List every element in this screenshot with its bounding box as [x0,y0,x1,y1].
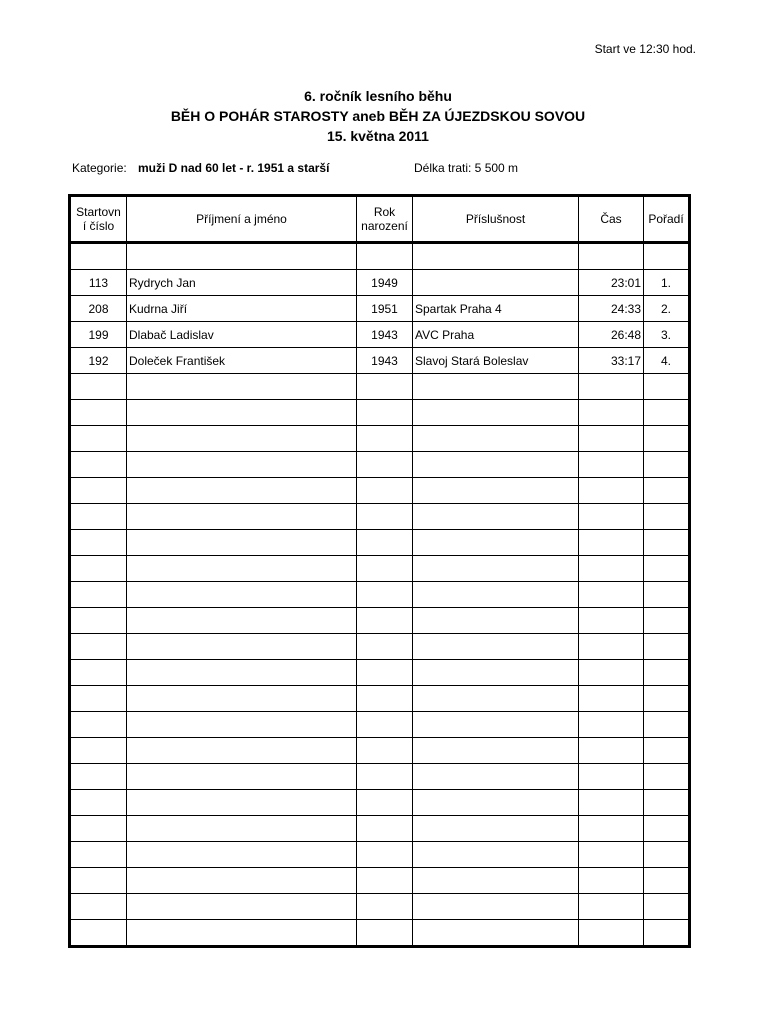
time-cell [579,478,644,504]
place-cell [644,686,690,712]
place-cell [644,374,690,400]
start-number-cell: 199 [70,322,127,348]
birth-year-cell [357,868,413,894]
empty-table-row [70,738,690,764]
start-number-cell [70,894,127,920]
birth-year-cell [357,920,413,947]
start-number-cell [70,712,127,738]
name-cell: Dlabač Ladislav [127,322,357,348]
time-cell: 33:17 [579,348,644,374]
empty-table-row [70,504,690,530]
start-number-cell [70,660,127,686]
birth-year-cell [357,842,413,868]
name-cell [127,582,357,608]
start-number-cell [70,374,127,400]
col-header-name: Příjmení a jméno [127,196,357,243]
birth-year-cell: 1943 [357,322,413,348]
empty-table-row [70,452,690,478]
club-cell [413,816,579,842]
club-cell [413,556,579,582]
time-cell [579,582,644,608]
club-cell [413,426,579,452]
club-cell [413,634,579,660]
start-number-cell [70,842,127,868]
time-cell [579,868,644,894]
place-cell [644,790,690,816]
start-number-cell [70,738,127,764]
name-cell [127,816,357,842]
time-cell [579,426,644,452]
time-cell [579,400,644,426]
place-cell [644,582,690,608]
name-cell: Doleček František [127,348,357,374]
place-cell [644,556,690,582]
col-header-place: Pořadí [644,196,690,243]
start-number-cell [70,530,127,556]
time-cell [579,374,644,400]
club-cell [413,894,579,920]
start-time: Start ve 12:30 hod. [594,42,696,56]
time-cell [579,634,644,660]
start-number-cell: 208 [70,296,127,322]
birth-year-cell [357,660,413,686]
start-number-cell: 113 [70,270,127,296]
table-row [70,296,690,322]
empty-table-row [70,764,690,790]
birth-year-cell [357,816,413,842]
place-cell [644,608,690,634]
time-cell [579,738,644,764]
club-cell [413,686,579,712]
time-cell: 26:48 [579,322,644,348]
place-cell [644,816,690,842]
time-cell [579,842,644,868]
time-cell [579,894,644,920]
club-cell [413,790,579,816]
header-spacer [70,243,690,270]
col-header-start-number: Startovn í číslo [70,196,127,243]
start-number-cell [70,504,127,530]
start-number-cell [70,686,127,712]
name-cell [127,842,357,868]
birth-year-cell [357,374,413,400]
club-cell [413,400,579,426]
empty-table-row [70,374,690,400]
club-cell [413,868,579,894]
birth-year-cell: 1943 [357,348,413,374]
time-cell [579,608,644,634]
start-number-cell [70,868,127,894]
results-body [70,243,690,947]
club-cell [413,842,579,868]
place-cell [644,660,690,686]
club-cell [413,452,579,478]
name-cell: Rydrych Jan [127,270,357,296]
name-cell [127,660,357,686]
name-cell [127,920,357,947]
name-cell [127,790,357,816]
birth-year-cell [357,764,413,790]
empty-table-row [70,920,690,947]
title-edition: 6. ročník lesního běhu [304,88,452,104]
time-cell [579,660,644,686]
start-number-cell [70,790,127,816]
birth-year-cell [357,530,413,556]
place-cell [644,894,690,920]
club-cell [413,712,579,738]
place-cell [644,452,690,478]
club-cell [413,530,579,556]
empty-table-row [70,686,690,712]
start-number-cell [70,764,127,790]
birth-year-cell [357,894,413,920]
empty-table-row [70,426,690,452]
time-cell [579,504,644,530]
col-header-club: Příslušnost [413,196,579,243]
name-cell [127,374,357,400]
time-cell [579,452,644,478]
birth-year-cell [357,712,413,738]
name-cell [127,478,357,504]
start-number-cell [70,452,127,478]
start-number-cell [70,582,127,608]
time-cell [579,920,644,947]
title-race-name: BĚH O POHÁR STAROSTY aneb BĚH ZA ÚJEZDSKOU SOVOU [170,108,586,124]
birth-year-cell [357,686,413,712]
birth-year-cell [357,608,413,634]
place-cell [644,712,690,738]
empty-table-row [70,660,690,686]
birth-year-cell [357,400,413,426]
table-row [70,322,690,348]
club-cell [413,478,579,504]
birth-year-cell [357,582,413,608]
birth-year-cell: 1949 [357,270,413,296]
empty-table-row [70,530,690,556]
club-cell: AVC Praha [413,322,579,348]
time-cell [579,764,644,790]
birth-year-cell [357,478,413,504]
place-cell: 2. [644,296,690,322]
empty-table-row [70,842,690,868]
start-number-cell [70,556,127,582]
place-cell [644,478,690,504]
club-cell [413,920,579,947]
start-number-cell [70,816,127,842]
club-cell [413,374,579,400]
name-cell [127,868,357,894]
place-cell [644,504,690,530]
name-cell [127,530,357,556]
birth-year-cell [357,556,413,582]
name-cell [127,400,357,426]
place-cell: 4. [644,348,690,374]
time-cell [579,556,644,582]
name-cell [127,712,357,738]
empty-table-row [70,608,690,634]
empty-table-row [70,868,690,894]
place-cell [644,634,690,660]
time-cell [579,530,644,556]
title-date: 15. května 2011 [327,128,429,144]
name-cell [127,894,357,920]
birth-year-cell [357,634,413,660]
col-header-birth-year: Rok narození [357,196,413,243]
birth-year-cell: 1951 [357,296,413,322]
club-cell [413,660,579,686]
place-cell: 1. [644,270,690,296]
empty-table-row [70,816,690,842]
club-cell [413,582,579,608]
club-cell [413,504,579,530]
birth-year-cell [357,452,413,478]
start-number-cell [70,478,127,504]
name-cell [127,634,357,660]
birth-year-cell [357,790,413,816]
track-length: Délka trati: 5 500 m [414,161,519,175]
start-number-cell [70,426,127,452]
empty-table-row [70,634,690,660]
empty-table-row [70,478,690,504]
club-cell [413,270,579,296]
document-title-block [0,86,756,146]
place-cell [644,738,690,764]
table-row [70,348,690,374]
name-cell [127,504,357,530]
category-value: muži D nad 60 let - r. 1951 a starší [138,161,330,175]
empty-table-row [70,712,690,738]
col-header-time: Čas [579,196,644,243]
club-cell [413,764,579,790]
empty-table-row [70,582,690,608]
table-row [70,270,690,296]
name-cell [127,608,357,634]
place-cell [644,842,690,868]
table-header-row [70,196,690,243]
place-cell [644,530,690,556]
club-cell: Spartak Praha 4 [413,296,579,322]
club-cell [413,738,579,764]
place-cell: 3. [644,322,690,348]
place-cell [644,764,690,790]
time-cell [579,790,644,816]
time-cell [579,712,644,738]
birth-year-cell [357,426,413,452]
place-cell [644,400,690,426]
club-cell: Slavoj Stará Boleslav [413,348,579,374]
time-cell: 23:01 [579,270,644,296]
empty-table-row [70,400,690,426]
start-number-cell [70,920,127,947]
start-number-cell [70,400,127,426]
time-cell [579,686,644,712]
start-number-cell: 192 [70,348,127,374]
start-number-cell [70,608,127,634]
name-cell [127,764,357,790]
name-cell [127,426,357,452]
birth-year-cell [357,738,413,764]
time-cell [579,816,644,842]
empty-table-row [70,556,690,582]
name-cell [127,686,357,712]
place-cell [644,920,690,947]
name-cell [127,556,357,582]
club-cell [413,608,579,634]
empty-table-row [70,894,690,920]
start-number-cell [70,634,127,660]
name-cell [127,738,357,764]
category-label: Kategorie: [72,161,127,175]
time-cell: 24:33 [579,296,644,322]
name-cell: Kudrna Jiří [127,296,357,322]
name-cell [127,452,357,478]
empty-table-row [70,790,690,816]
place-cell [644,426,690,452]
place-cell [644,868,690,894]
results-table [68,194,691,948]
birth-year-cell [357,504,413,530]
